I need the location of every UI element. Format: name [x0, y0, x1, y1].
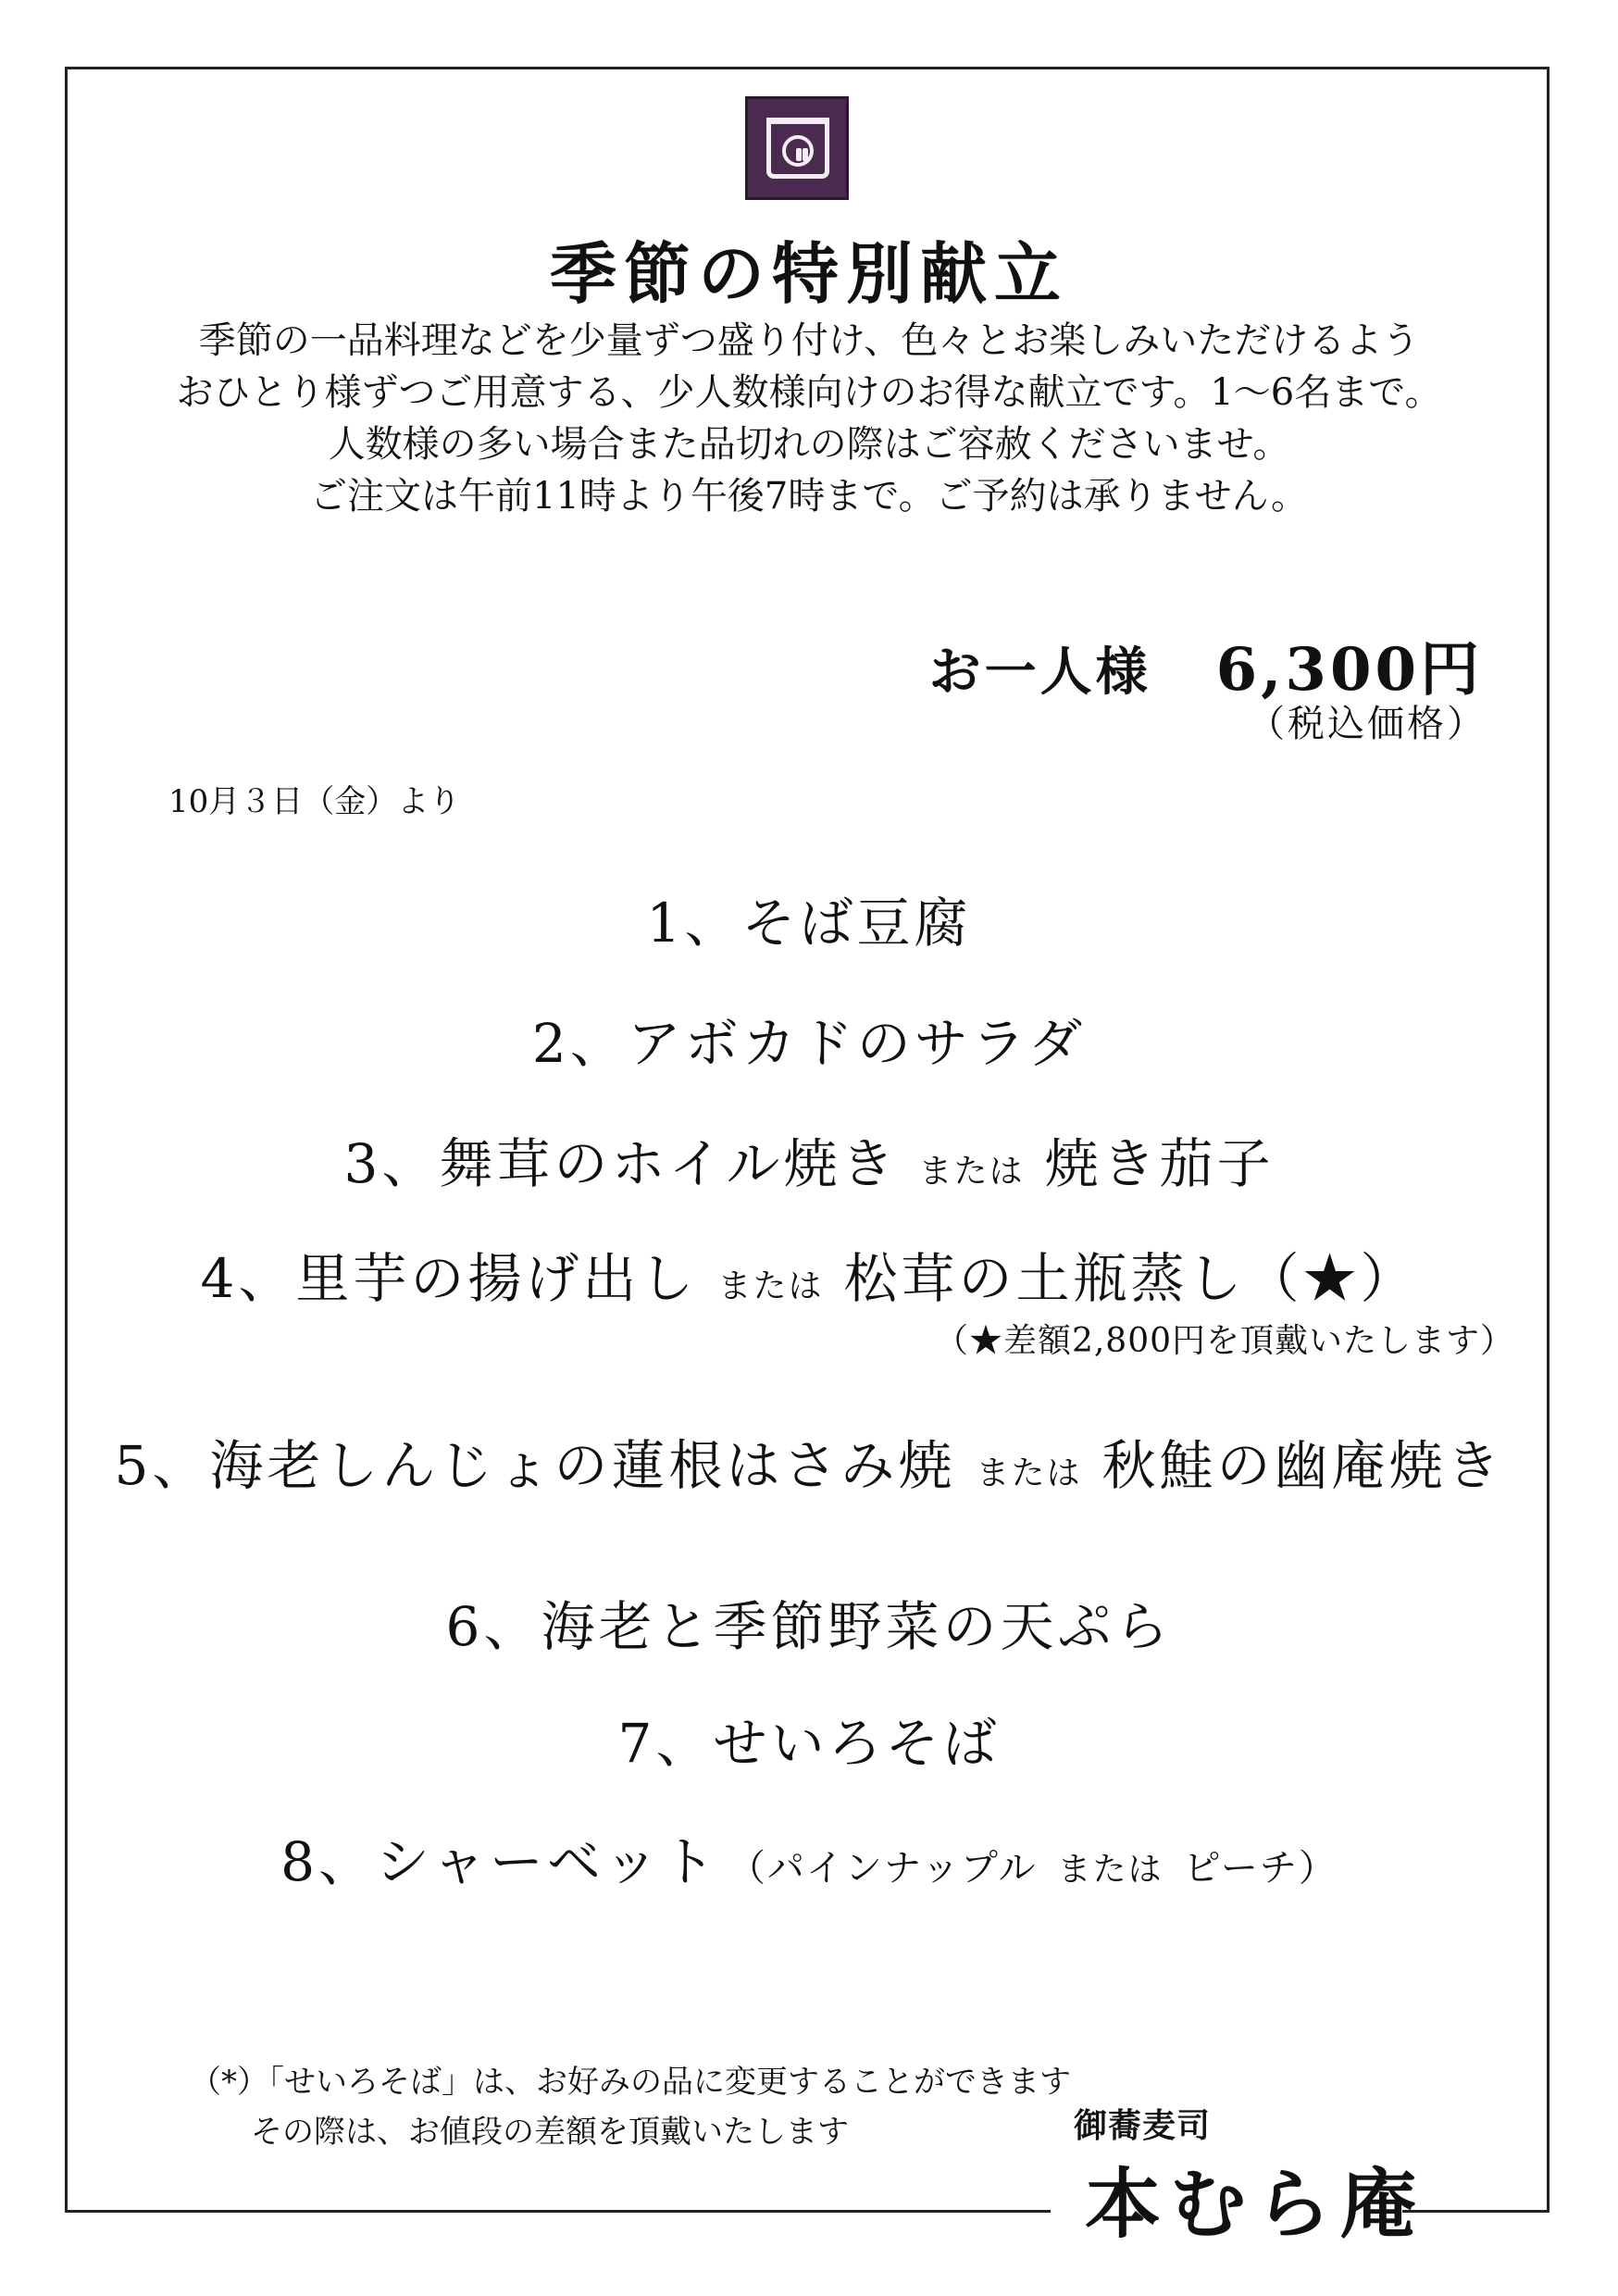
shop-subtitle: 御蕎麦司 [1074, 2106, 1212, 2145]
menu-item-3-option-b: 焼き茄子 [1044, 1132, 1275, 1195]
crest-ring-icon [782, 135, 814, 167]
surcharge-note: （★差額2,800円を頂戴いたします） [934, 1322, 1514, 1360]
menu-item-2 [0, 1000, 1618, 1078]
menu-item-8-option-b: ピーチ） [1183, 1847, 1338, 1890]
footnote-line-1: （*）「せいろそば」は、お好みの品に変更することができます [190, 2064, 1071, 2101]
intro-line-3: 人数様の多い場合また品切れの際はご容赦くださいませ。 [328, 423, 1290, 466]
menu-item-8-option-a: （パインナップル [728, 1847, 1038, 1890]
menu-item-8 [0, 1818, 1618, 1896]
or-label: または [1057, 1851, 1164, 1889]
start-date: 10月３日（金）より [168, 783, 461, 820]
menu-item-7-text: 7、せいろそば [617, 1712, 1001, 1775]
tax-note: （税込価格） [1248, 703, 1487, 745]
footnote [190, 2057, 1071, 2157]
menu-item-1-text: 1、そば豆腐 [646, 892, 972, 955]
menu-item-6 [0, 1583, 1618, 1661]
intro-line-2: おひとり様ずつご用意する、少人数様向けのお得な献立です。1〜6名まで。 [176, 371, 1442, 414]
page-title: 季節の特別献立 [549, 234, 1068, 313]
or-label: または [918, 1153, 1025, 1191]
menu-item-4-option-a: 4、里芋の揚げ出し [200, 1247, 698, 1310]
menu-item-5-option-b: 秋鮭の幽庵焼き [1101, 1434, 1504, 1497]
menu-item-6-text: 6、海老と季節野菜の天ぷら [445, 1595, 1173, 1658]
menu-item-5-option-a: 5、海老しんじょの蓮根はさみ焼 [114, 1434, 956, 1497]
crest-mark-icon [796, 148, 802, 161]
menu-item-1 [0, 880, 1618, 957]
cup-icon [766, 118, 829, 179]
intro-text [0, 315, 1618, 522]
shop-name: 本むら庵 [1085, 2160, 1426, 2249]
intro-line-4: ご注文は午前11時より午後7時まで。ご予約は承りません。 [310, 475, 1308, 518]
menu-item-3-option-a: 3、舞茸のホイル焼き [343, 1132, 899, 1195]
menu-item-8-text: 8、シャーベット [280, 1830, 719, 1893]
footnote-line-2: その際は、お値段の差額を頂戴いたします [251, 2114, 849, 2151]
menu-item-7 [0, 1700, 1618, 1778]
shop-logo-icon [745, 96, 849, 200]
menu-item-3 [0, 1120, 1618, 1198]
or-label: または [717, 1267, 824, 1305]
intro-line-1: 季節の一品料理などを少量ずつ盛り付け、色々とお楽しみいただけるよう [198, 319, 1420, 362]
menu-item-5 [0, 1422, 1618, 1500]
price-label: お一人様 [928, 642, 1151, 703]
price-amount: 6,300円 [1215, 635, 1483, 705]
or-label: または [976, 1454, 1082, 1492]
menu-item-4-option-b: 松茸の土瓶蒸し（★） [843, 1247, 1418, 1310]
menu-item-2-text: 2、アボカドのサラダ [531, 1012, 1087, 1075]
menu-item-4 [0, 1235, 1618, 1313]
